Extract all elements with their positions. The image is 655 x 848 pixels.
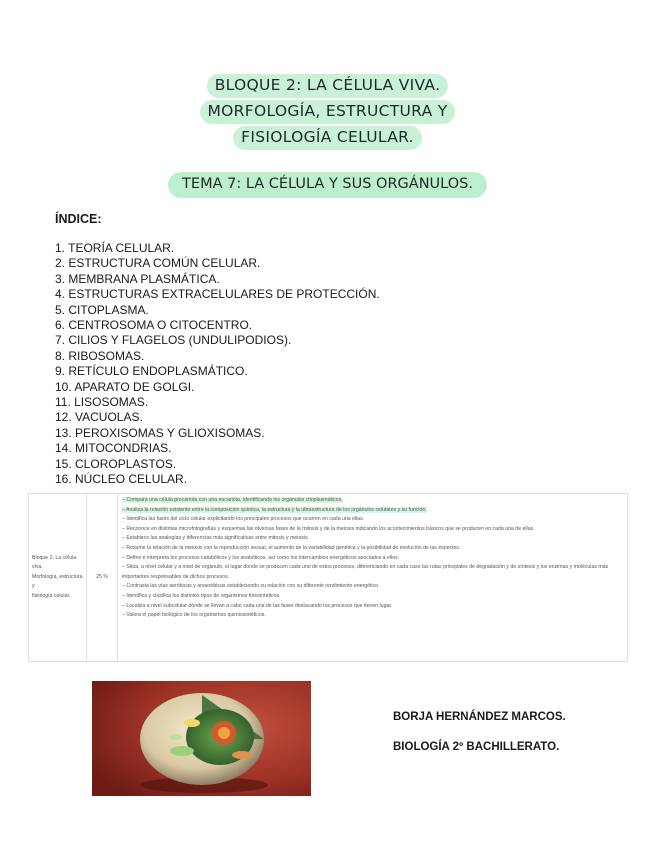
criteria-item (122, 592, 623, 602)
index-item: 16. NÚCLEO CELULAR. (55, 472, 188, 487)
criteria-block-cell (29, 494, 87, 661)
bloque-title (0, 74, 655, 152)
index-item: 11. LISOSOMAS. (55, 395, 149, 410)
index-list (55, 241, 380, 488)
criteria-item-text: – Reconoce en distintas microfotografías y esquemas las diversas fases de la mitosis y de la meiosis indicando los acontecimientos básicos que se producen en cada una de ellas. (122, 525, 535, 532)
cell-illustration (92, 681, 311, 796)
index-item: 4. ESTRUCTURAS EXTRACELULARES DE PROTECCIÓN. (55, 287, 380, 302)
tema-title (0, 172, 655, 198)
criteria-item (122, 611, 623, 621)
criteria-item-text: – Sitúa, a nivel celular y a nivel de orgánulo, el lugar donde se producen cada uno de estos procesos, diferenciando en cada caso las rutas principales de degradación y de síntesis y los enzimas y moléculas más importantes responsables de dichos procesos. (122, 564, 609, 580)
tema-title-text: TEMA 7: LA CÉLULA Y SUS ORGÁNULOS. (168, 172, 487, 198)
criteria-item-text: – Identifica y clasifica los distintos tipos de organismos fotosintéticos. (122, 592, 281, 599)
criteria-item-text: – Analiza la relación existente entre la composición química, la estructura y la ultraestructura de los orgánulos celulares y su función. (122, 506, 427, 513)
index-item: 13. PEROXISOMAS Y GLIOXISOMAS. (55, 425, 265, 440)
index-item: 7. CILIOS Y FLAGELOS (UNDULIPODIOS). (55, 333, 292, 348)
criteria-item-text: – Define e interpreta los procesos catabólicos y los anabólicos, así como los intercambios energéticos asociados a ellos. (122, 554, 400, 561)
evaluation-criteria-table (28, 493, 628, 662)
index-item: 8. RIBOSOMAS. (55, 348, 145, 363)
criteria-block-line: fisiología celular. (32, 592, 71, 599)
criteria-item (122, 602, 623, 612)
author-name: BORJA HERNÁNDEZ MARCOS. (393, 711, 566, 723)
cell-illustration-drawing (92, 681, 311, 796)
course-name: BIOLOGÍA 2º BACHILLERATO. (393, 741, 560, 753)
criteria-item (122, 506, 623, 516)
criteria-item (122, 515, 623, 525)
criteria-item (122, 534, 623, 544)
index-item: 1. TEORÍA CELULAR. (55, 241, 175, 255)
criteria-item-text: – Establece las analogías y diferencias más significativas entre mitosis y meiosis. (122, 535, 310, 542)
criteria-weight: 25 % (96, 573, 108, 580)
criteria-block-line: Bloque 2. La célula viva. (32, 554, 77, 571)
criteria-item-text: – Compara una célula procariota con una eucariota, identificando los orgánulos citoplasmáticos. (122, 497, 343, 503)
index-item: 10. APARATO DE GOLGI. (55, 379, 195, 394)
criteria-item-text: – Valora el papel biológico de los organismos quimiosintéticos. (122, 612, 266, 619)
criteria-item (122, 563, 623, 582)
criteria-item (122, 525, 623, 535)
criteria-item (122, 544, 623, 554)
criteria-weight-cell (87, 494, 118, 661)
index-item: 14. MITOCONDRIAS. (55, 441, 172, 456)
index-heading: ÍNDICE: (55, 212, 102, 226)
criteria-item (122, 554, 623, 564)
index-item: 3. MEMBRANA PLASMÁTICA. (55, 271, 220, 286)
criteria-item-text: – Resume la relación de la meiosis con la reproducción sexual, el aumento de la variabilidad genética y la posibilidad de evolución de las especies. (122, 544, 461, 551)
bloque-title-line-3: FISIOLOGÍA CELULAR. (233, 126, 422, 150)
index-item: 15. CLOROPLASTOS. (55, 456, 177, 471)
criteria-item (122, 496, 623, 506)
index-item: 2. ESTRUCTURA COMÚN CELULAR. (55, 256, 261, 271)
criteria-block-line: Morfología, estructura y (32, 573, 83, 590)
bloque-title-line-1: BLOQUE 2: LA CÉLULA VIVA. (207, 74, 449, 98)
criteria-item-text: – Contrasta las vías aeróbicas y anaeróbicas estableciendo su relación con su diferente rendimiento energético. (122, 583, 380, 590)
index-item: 9. RETÍCULO ENDOPLASMÁTICO. (55, 364, 248, 379)
criteria-items-cell (118, 494, 627, 661)
index-item: 6. CENTROSOMA O CITOCENTRO. (55, 318, 253, 333)
criteria-item-text: – Localiza a nivel subcelular dónde se llevan a cabo cada una de las fases destacando los procesos que tienen lugar. (122, 602, 393, 609)
criteria-item (122, 582, 623, 592)
bloque-title-line-2: MORFOLOGÍA, ESTRUCTURA Y (200, 100, 456, 124)
index-item: 12. VACUOLAS. (55, 410, 143, 425)
criteria-item-text: – Identifica las fases del ciclo celular explicitando los principales procesos que ocurren en cada una ellas. (122, 516, 365, 523)
index-item: 5. CITOPLASMA. (55, 302, 149, 317)
